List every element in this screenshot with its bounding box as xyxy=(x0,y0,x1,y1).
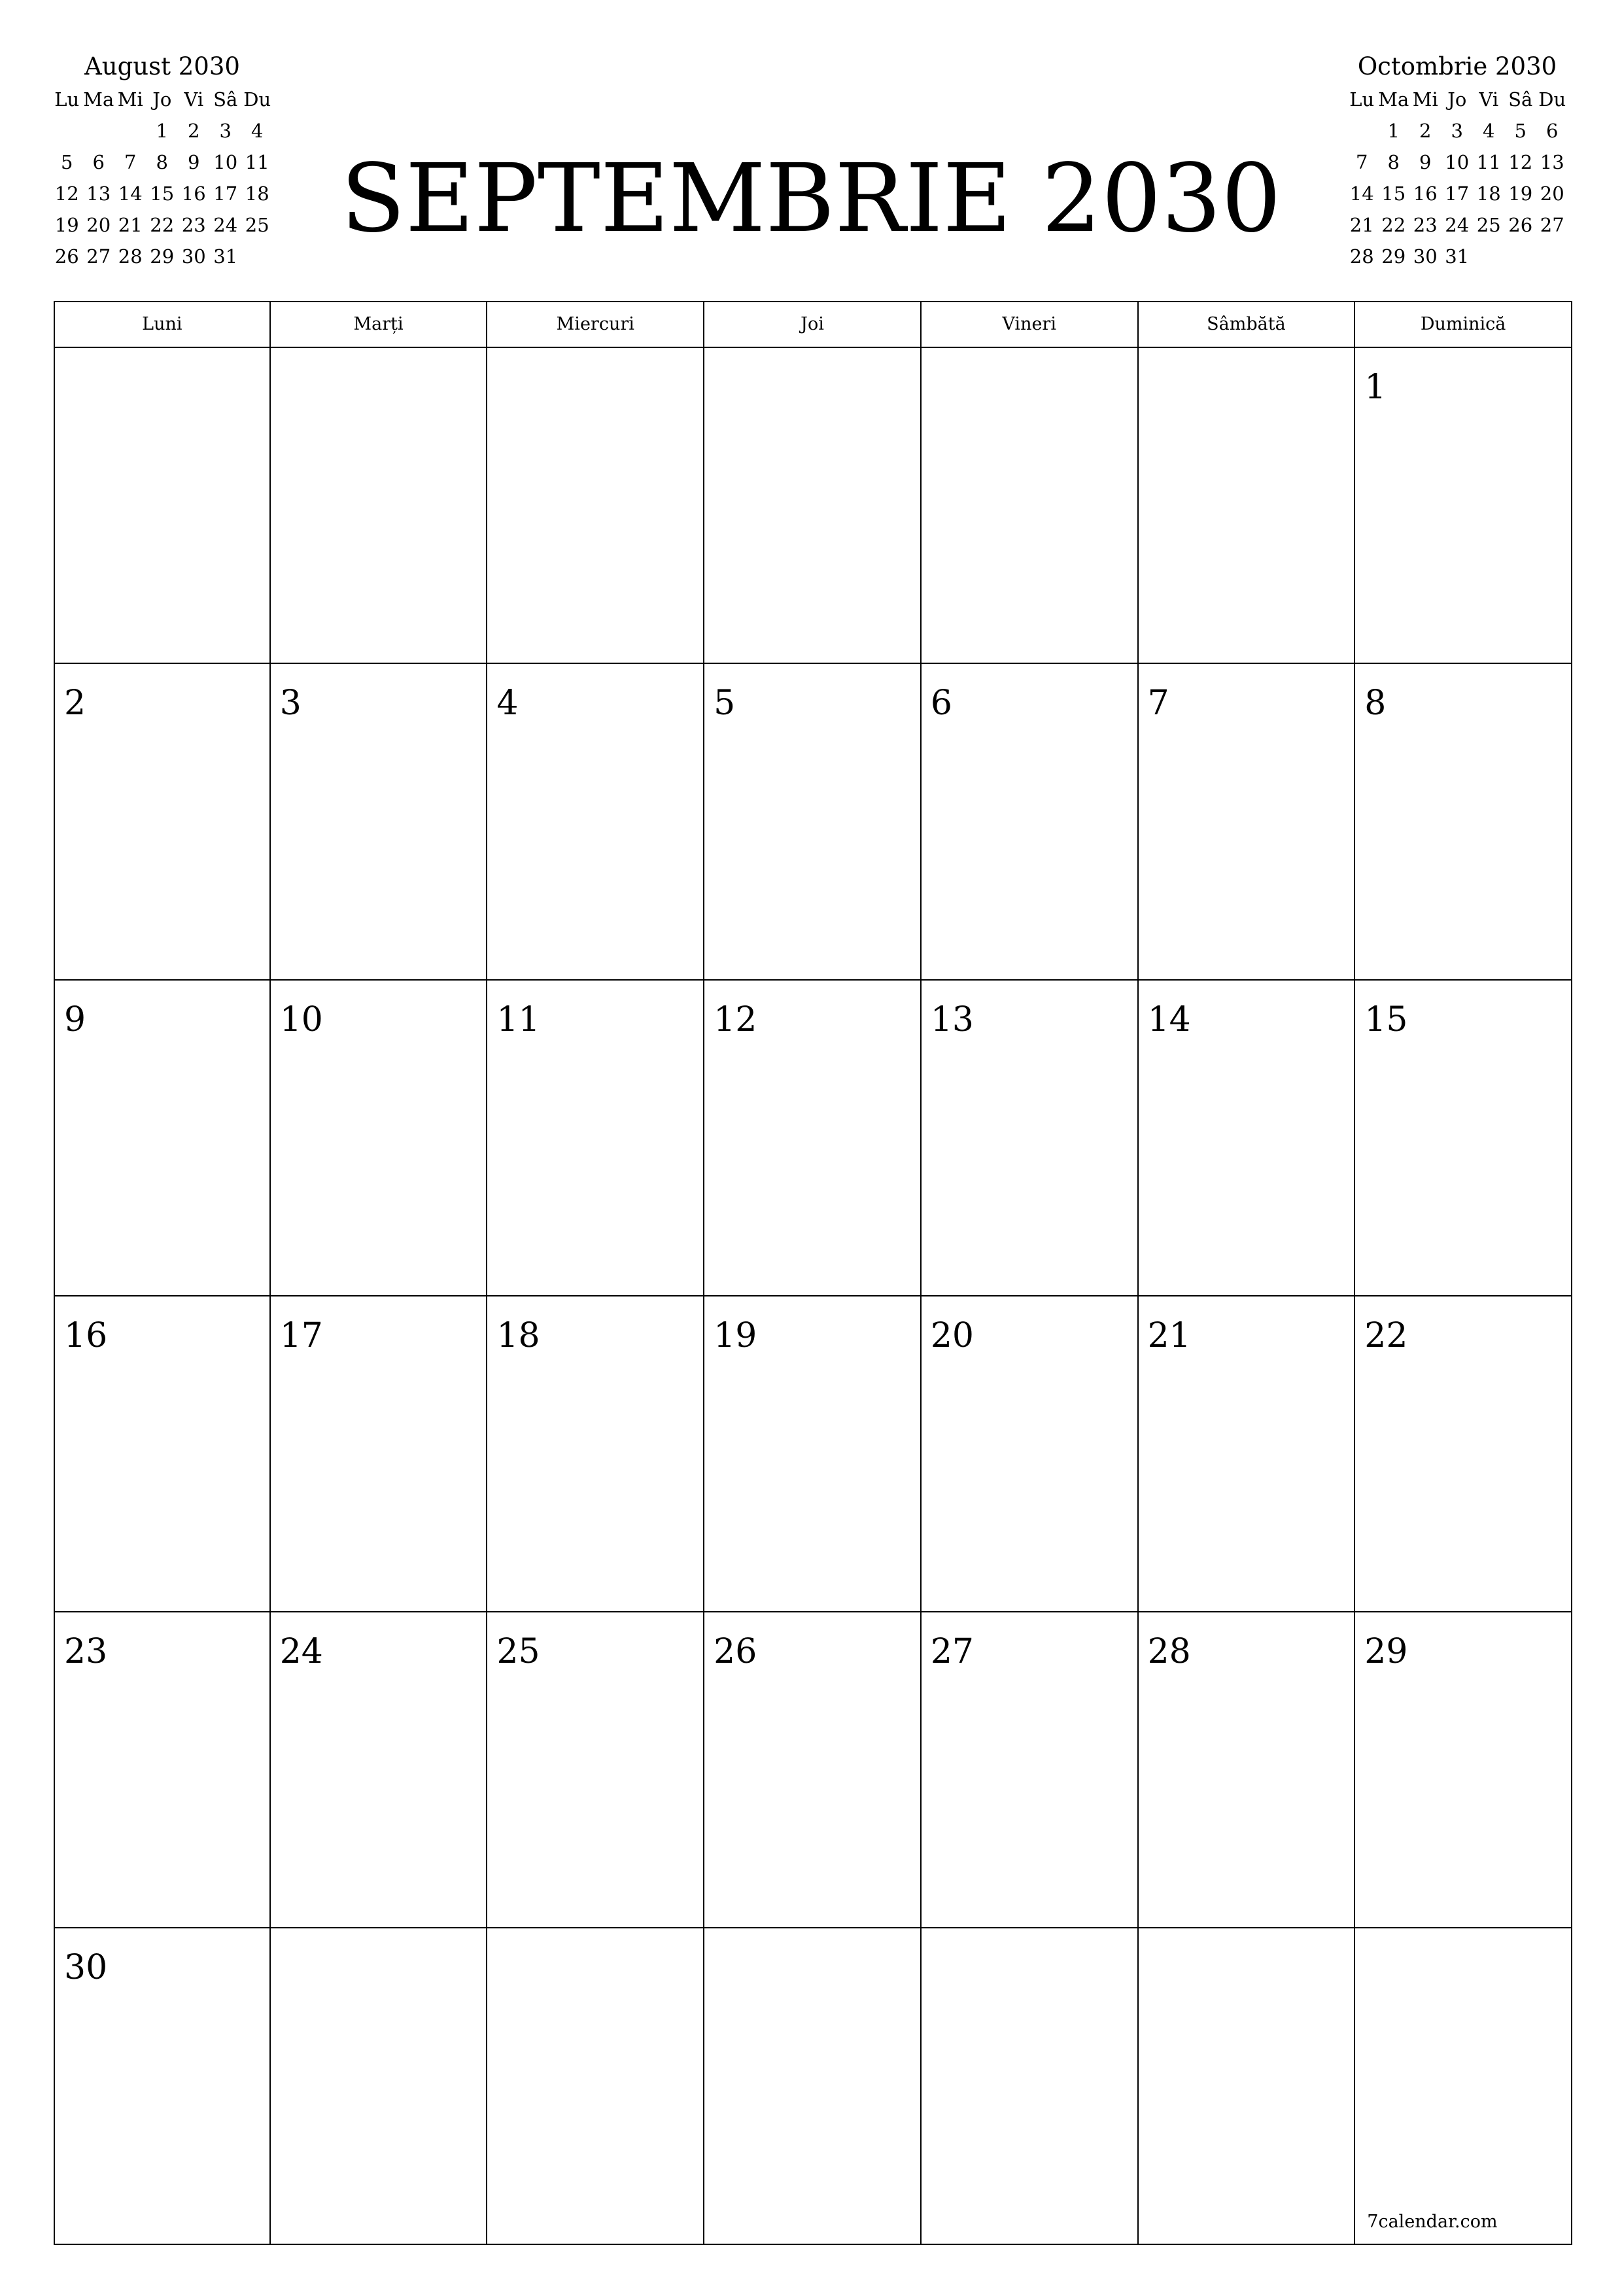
mini-day: 4 xyxy=(1483,120,1495,142)
weekday-header: Duminică xyxy=(1355,301,1572,348)
month-grid xyxy=(54,301,1572,2296)
day-cell xyxy=(1139,664,1356,980)
day-number: 16 xyxy=(64,1315,108,1355)
mini-day: 18 xyxy=(245,183,269,205)
page-title: SEPTEMBRIE 2030 xyxy=(341,143,1281,253)
day-number: 13 xyxy=(930,1000,975,1039)
day-cell xyxy=(922,1296,1139,1612)
mini-weekday-label: Sâ xyxy=(213,88,238,111)
day-number: 11 xyxy=(496,1000,540,1039)
mini-day: 7 xyxy=(124,151,137,173)
mini-calendar-prev-title: August 2030 xyxy=(84,52,240,80)
day-cell xyxy=(487,1612,704,1928)
day-number: 29 xyxy=(1364,1632,1408,1672)
day-number: 7 xyxy=(1147,684,1169,723)
mini-day: 4 xyxy=(251,120,264,142)
mini-weekday-label: Jo xyxy=(152,88,172,111)
mini-day: 17 xyxy=(1445,183,1470,205)
day-cell xyxy=(704,1296,922,1612)
weekday-header: Joi xyxy=(704,301,922,348)
mini-day: 1 xyxy=(156,120,168,142)
day-number: 3 xyxy=(279,684,302,723)
mini-day: 24 xyxy=(1445,214,1470,236)
day-number: 23 xyxy=(64,1632,108,1672)
day-cell xyxy=(704,664,922,980)
mini-day: 1 xyxy=(1387,120,1400,142)
day-cell xyxy=(487,981,704,1296)
day-cell xyxy=(1355,1612,1572,1928)
day-cell xyxy=(704,348,922,664)
day-cell xyxy=(704,1928,922,2244)
mini-day: 28 xyxy=(1349,245,1374,268)
weekday-header: Vineri xyxy=(922,301,1139,348)
day-cell xyxy=(54,664,271,980)
mini-weekday-label: Vi xyxy=(1479,88,1499,111)
mini-day: 21 xyxy=(118,214,143,236)
mini-day: 18 xyxy=(1476,183,1501,205)
mini-day: 10 xyxy=(1445,151,1470,173)
mini-day: 31 xyxy=(213,245,238,268)
mini-day: 9 xyxy=(188,151,200,173)
mini-day: 26 xyxy=(54,245,79,268)
day-number: 14 xyxy=(1147,1000,1191,1039)
mini-day: 8 xyxy=(156,151,168,173)
mini-day xyxy=(1346,115,1378,147)
day-cell xyxy=(704,981,922,1296)
mini-calendar-next-grid xyxy=(1346,84,1568,272)
mini-day xyxy=(1536,241,1568,272)
day-cell xyxy=(54,1928,271,2244)
day-cell xyxy=(487,1928,704,2244)
day-cell xyxy=(487,664,704,980)
weekday-header: Sâmbătă xyxy=(1139,301,1356,348)
mini-day xyxy=(51,115,83,147)
weekday-header: Miercuri xyxy=(487,301,704,348)
mini-day: 29 xyxy=(150,245,175,268)
day-number: 25 xyxy=(496,1632,540,1672)
day-number: 4 xyxy=(496,684,519,723)
day-cell xyxy=(271,1612,488,1928)
mini-day: 30 xyxy=(1413,245,1438,268)
mini-day: 6 xyxy=(92,151,105,173)
mini-weekday-label: Mi xyxy=(117,88,143,111)
day-cell xyxy=(1139,348,1356,664)
mini-day: 25 xyxy=(1476,214,1501,236)
day-cell xyxy=(271,664,488,980)
mini-day xyxy=(83,115,115,147)
mini-day: 29 xyxy=(1381,245,1406,268)
mini-day: 11 xyxy=(245,151,269,173)
mini-day: 22 xyxy=(150,214,175,236)
day-cell xyxy=(1355,664,1572,980)
day-number: 15 xyxy=(1364,1000,1408,1039)
day-number: 5 xyxy=(714,684,736,723)
mini-day: 14 xyxy=(118,183,143,205)
mini-weekday-label: Du xyxy=(243,88,271,111)
day-number: 24 xyxy=(279,1632,323,1672)
day-number: 8 xyxy=(1364,684,1387,723)
day-number: 19 xyxy=(714,1315,757,1355)
mini-weekday-label: Du xyxy=(1538,88,1566,111)
day-number: 22 xyxy=(1364,1315,1408,1355)
mini-day: 23 xyxy=(1413,214,1438,236)
day-number: 28 xyxy=(1147,1632,1191,1672)
day-number: 10 xyxy=(279,1000,323,1039)
day-number: 1 xyxy=(1364,368,1387,407)
mini-day: 13 xyxy=(86,183,111,205)
mini-day: 13 xyxy=(1540,151,1564,173)
mini-day: 12 xyxy=(54,183,79,205)
mini-calendar-prev-grid xyxy=(51,84,273,272)
mini-day: 10 xyxy=(213,151,238,173)
mini-day: 7 xyxy=(1356,151,1368,173)
mini-calendar-next xyxy=(1346,50,1568,272)
mini-day: 5 xyxy=(1514,120,1527,142)
mini-day: 19 xyxy=(54,214,79,236)
mini-day: 14 xyxy=(1349,183,1374,205)
mini-day: 27 xyxy=(1540,214,1564,236)
mini-day: 27 xyxy=(86,245,111,268)
day-number: 21 xyxy=(1147,1315,1191,1355)
weekday-header-row xyxy=(54,301,1572,348)
mini-day: 26 xyxy=(1508,214,1533,236)
day-cell xyxy=(54,1296,271,1612)
mini-day: 16 xyxy=(181,183,206,205)
day-cell xyxy=(271,981,488,1296)
mini-day: 8 xyxy=(1387,151,1400,173)
mini-day: 24 xyxy=(213,214,238,236)
day-number: 18 xyxy=(496,1315,540,1355)
day-cell xyxy=(1139,1612,1356,1928)
day-cell xyxy=(271,348,488,664)
mini-day: 15 xyxy=(150,183,175,205)
day-cell xyxy=(1139,981,1356,1296)
mini-day: 16 xyxy=(1413,183,1438,205)
weekday-header: Luni xyxy=(54,301,271,348)
day-number: 27 xyxy=(930,1632,975,1672)
mini-weekday-label: Mi xyxy=(1412,88,1438,111)
mini-day: 2 xyxy=(188,120,200,142)
mini-weekday-label: Lu xyxy=(1349,88,1375,111)
mini-day: 20 xyxy=(1540,183,1564,205)
mini-day: 22 xyxy=(1381,214,1406,236)
day-cell xyxy=(271,1928,488,2244)
mini-day: 2 xyxy=(1419,120,1432,142)
day-cell xyxy=(922,664,1139,980)
mini-weekday-label: Jo xyxy=(1447,88,1467,111)
mini-day: 15 xyxy=(1381,183,1406,205)
day-number: 2 xyxy=(64,684,86,723)
day-number: 26 xyxy=(714,1632,757,1672)
mini-day: 12 xyxy=(1508,151,1533,173)
mini-day xyxy=(114,115,147,147)
day-cell xyxy=(271,1296,488,1612)
mini-day: 6 xyxy=(1546,120,1559,142)
mini-day: 5 xyxy=(61,151,73,173)
weekday-header: Marți xyxy=(271,301,488,348)
mini-day xyxy=(1505,241,1537,272)
mini-weekday-label: Ma xyxy=(83,88,114,111)
day-number: 20 xyxy=(930,1315,975,1355)
mini-day xyxy=(241,241,273,272)
day-number: 9 xyxy=(64,1000,86,1039)
mini-day: 28 xyxy=(118,245,143,268)
mini-day: 31 xyxy=(1445,245,1470,268)
mini-calendar-prev xyxy=(51,50,273,272)
day-cell xyxy=(1139,1928,1356,2244)
mini-day: 3 xyxy=(219,120,232,142)
day-cell xyxy=(1139,1296,1356,1612)
day-cell xyxy=(922,1928,1139,2244)
day-cell xyxy=(1355,981,1572,1296)
footer-credit: 7calendar.com xyxy=(1367,2211,1498,2232)
mini-day: 9 xyxy=(1419,151,1432,173)
day-cell xyxy=(54,981,271,1296)
mini-day: 11 xyxy=(1476,151,1501,173)
day-cell xyxy=(54,348,271,664)
day-cell xyxy=(922,1612,1139,1928)
mini-weekday-label: Vi xyxy=(184,88,204,111)
day-number: 30 xyxy=(64,1948,108,1988)
mini-day: 25 xyxy=(245,214,269,236)
mini-day: 21 xyxy=(1349,214,1374,236)
mini-day: 19 xyxy=(1508,183,1533,205)
mini-weekday-label: Lu xyxy=(54,88,80,111)
day-cell xyxy=(54,1612,271,1928)
mini-day: 23 xyxy=(181,214,206,236)
mini-day: 30 xyxy=(181,245,206,268)
day-number: 6 xyxy=(930,684,952,723)
day-cell xyxy=(487,348,704,664)
day-cell xyxy=(704,1612,922,1928)
mini-day: 3 xyxy=(1451,120,1463,142)
day-cells xyxy=(54,348,1572,2245)
day-cell xyxy=(922,348,1139,664)
day-cell xyxy=(1355,1296,1572,1612)
day-cell xyxy=(1355,1928,1572,2244)
mini-day: 20 xyxy=(86,214,111,236)
mini-day: 17 xyxy=(213,183,238,205)
day-cell xyxy=(922,981,1139,1296)
mini-calendar-next-title: Octombrie 2030 xyxy=(1357,52,1557,80)
mini-weekday-label: Sâ xyxy=(1508,88,1533,111)
day-number: 12 xyxy=(714,1000,757,1039)
mini-day xyxy=(1473,241,1505,272)
day-cell xyxy=(487,1296,704,1612)
mini-weekday-label: Ma xyxy=(1378,88,1409,111)
day-cell xyxy=(1355,348,1572,664)
day-number: 17 xyxy=(279,1315,323,1355)
